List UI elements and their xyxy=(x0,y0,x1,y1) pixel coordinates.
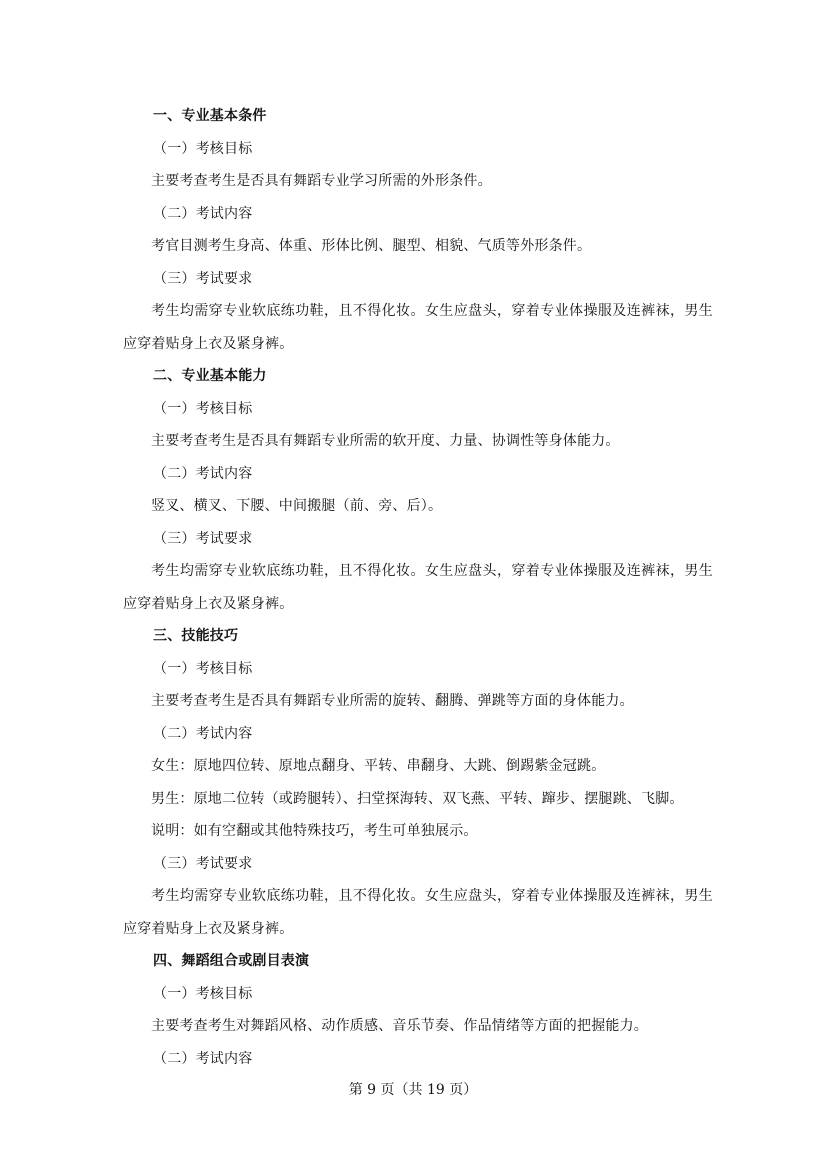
subsection-heading: （二）考试内容 xyxy=(153,465,253,482)
subsection-heading: （二）考试内容 xyxy=(153,725,253,742)
subsection-heading: （一）考核目标 xyxy=(153,400,253,417)
subsection-heading: （一）考核目标 xyxy=(153,660,253,677)
section-heading: 二、专业基本能力 xyxy=(153,368,267,384)
subsection-heading: （二）考试内容 xyxy=(153,1050,253,1067)
subsection-heading: （二）考试内容 xyxy=(153,205,253,222)
paragraph: 男生：原地二位转（或跨腿转）、扫堂探海转、双飞燕、平转、蹿步、摆腿跳、飞脚。 xyxy=(151,790,684,807)
page-footer: 第 9 页（共 19 页） xyxy=(348,1082,478,1098)
paragraph: 主要考查考生对舞蹈风格、动作质感、音乐节奏、作品情绪等方面的把握能力。 xyxy=(151,1018,648,1034)
paragraph: 竖叉、横叉、下腰、中间搬腿（前、旁、后）。 xyxy=(151,498,443,514)
subsection-heading: （三）考试要求 xyxy=(153,270,253,287)
subsection-heading: （三）考试要求 xyxy=(153,855,253,872)
subsection-heading: （一）考核目标 xyxy=(153,985,253,1002)
paragraph: 女生：原地四位转、原地点翻身、平转、串翻身、大跳、倒踢紫金冠跳。 xyxy=(151,758,606,774)
paragraph: 主要考查考生是否具有舞蹈专业所需的软开度、力量、协调性等身体能力。 xyxy=(151,433,620,449)
section-heading: 一、专业基本条件 xyxy=(153,108,267,124)
subsection-heading: （一）考核目标 xyxy=(153,140,253,157)
paragraph: 考生均需穿专业软底练功鞋，且不得化妆。女生应盘头，穿着专业体操服及连裤袜，男生应穿着贴身上衣及紧身裤。 xyxy=(123,303,713,352)
document-body xyxy=(123,100,713,1075)
paragraph: 考官目测考生身高、体重、形体比例、腿型、相貌、气质等外形条件。 xyxy=(151,238,592,254)
section-heading: 三、技能技巧 xyxy=(153,628,239,644)
paragraph: 说明：如有空翻或其他特殊技巧，考生可单独展示。 xyxy=(151,823,478,839)
paragraph: 考生均需穿专业软底练功鞋，且不得化妆。女生应盘头，穿着专业体操服及连裤袜，男生应穿着贴身上衣及紧身裤。 xyxy=(123,563,713,612)
section-heading: 四、舞蹈组合或剧目表演 xyxy=(153,953,310,969)
paragraph: 主要考查考生是否具有舞蹈专业所需的旋转、翻腾、弹跳等方面的身体能力。 xyxy=(151,693,634,709)
paragraph: 考生均需穿专业软底练功鞋，且不得化妆。女生应盘头，穿着专业体操服及连裤袜，男生应穿着贴身上衣及紧身裤。 xyxy=(123,888,713,937)
subsection-heading: （三）考试要求 xyxy=(153,530,253,547)
paragraph: 主要考查考生是否具有舞蹈专业学习所需的外形条件。 xyxy=(151,173,492,189)
